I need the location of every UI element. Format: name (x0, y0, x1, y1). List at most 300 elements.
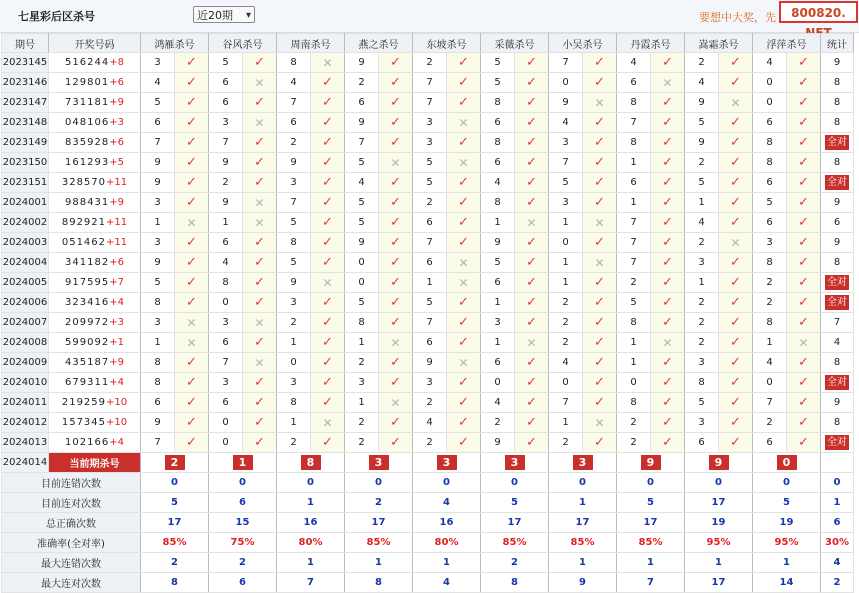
cross-icon: ✕ (186, 335, 197, 350)
kill-value: 6 (141, 113, 175, 133)
result-mark (787, 53, 821, 73)
summary-value: 2 (345, 493, 413, 513)
kill-value: 7 (277, 93, 311, 113)
kill-value: 9 (549, 93, 583, 113)
summary-value: 17 (481, 513, 549, 533)
result-mark (719, 153, 753, 173)
kill-value: 2 (413, 53, 447, 73)
check-icon: ✓ (594, 315, 605, 330)
kill-value: 2 (209, 173, 243, 193)
summary-value: 1 (413, 553, 481, 573)
draw-bonus: +11 (106, 237, 128, 248)
result-mark (379, 373, 413, 393)
check-icon: ✓ (390, 375, 401, 390)
result-mark (787, 313, 821, 333)
kill-value: 9 (345, 113, 379, 133)
kill-value: 9 (277, 273, 311, 293)
all-correct-badge: 全对 (827, 377, 847, 388)
kill-value: 3 (209, 313, 243, 333)
check-icon: ✓ (254, 155, 265, 170)
kill-value: 1 (141, 213, 175, 233)
summary-value: 5 (617, 493, 685, 513)
summary-value: 6 (821, 513, 854, 533)
check-icon: ✓ (662, 115, 673, 130)
check-icon: ✓ (458, 75, 469, 90)
check-icon: ✓ (594, 175, 605, 190)
kill-value: 2 (617, 413, 651, 433)
draw-numbers (49, 73, 141, 93)
result-mark (651, 253, 685, 273)
row-stat: 8 (821, 253, 854, 273)
result-mark (787, 93, 821, 113)
draw-numbers (49, 213, 141, 233)
draw-numbers (49, 93, 141, 113)
check-icon: ✓ (594, 395, 605, 410)
result-mark (447, 353, 481, 373)
check-icon: ✓ (798, 175, 809, 190)
kill-value: 5 (413, 153, 447, 173)
column-header: 小吴杀号 (549, 34, 617, 53)
check-icon: ✓ (594, 335, 605, 350)
check-icon: ✓ (730, 355, 741, 370)
result-mark (175, 113, 209, 133)
check-icon: ✓ (322, 215, 333, 230)
current-kill-cell (753, 453, 821, 473)
check-icon: ✓ (458, 95, 469, 110)
check-icon: ✓ (798, 435, 809, 450)
kill-value: 1 (685, 273, 719, 293)
check-icon: ✓ (458, 235, 469, 250)
kill-value: 6 (617, 173, 651, 193)
summary-row (2, 493, 854, 513)
result-mark (651, 293, 685, 313)
draw-bonus: +9 (109, 357, 124, 368)
result-mark (515, 133, 549, 153)
kill-value: 6 (617, 73, 651, 93)
cross-icon: ✕ (390, 335, 401, 350)
check-icon: ✓ (186, 95, 197, 110)
kill-value: 6 (753, 213, 787, 233)
check-icon: ✓ (798, 135, 809, 150)
check-icon: ✓ (458, 335, 469, 350)
check-icon: ✓ (390, 175, 401, 190)
kill-value: 3 (685, 353, 719, 373)
current-kill-number: 3 (369, 455, 389, 470)
kill-value: 8 (141, 293, 175, 313)
kill-value: 1 (549, 253, 583, 273)
check-icon: ✓ (390, 235, 401, 250)
result-mark (175, 213, 209, 233)
check-icon: ✓ (730, 155, 741, 170)
check-icon: ✓ (798, 315, 809, 330)
kill-value: 7 (413, 93, 447, 113)
result-mark (379, 413, 413, 433)
kill-value: 1 (277, 413, 311, 433)
kill-value: 5 (345, 293, 379, 313)
result-mark (379, 73, 413, 93)
kill-value: 7 (549, 393, 583, 413)
check-icon: ✓ (594, 355, 605, 370)
result-mark (311, 413, 345, 433)
issue-number: 2023146 (2, 73, 49, 93)
check-icon: ✓ (254, 395, 265, 410)
result-mark (719, 313, 753, 333)
kill-value: 6 (753, 173, 787, 193)
check-icon: ✓ (458, 415, 469, 430)
issue-number: 2023151 (2, 173, 49, 193)
current-kill-cell (549, 453, 617, 473)
result-mark (447, 153, 481, 173)
result-mark (787, 173, 821, 193)
top-bar (0, 0, 859, 33)
result-mark (243, 353, 277, 373)
summary-value: 0 (413, 473, 481, 493)
check-icon: ✓ (730, 335, 741, 350)
kill-value: 2 (617, 273, 651, 293)
current-kill-label: 当前期杀号 (49, 453, 141, 473)
result-mark (243, 273, 277, 293)
result-mark (175, 333, 209, 353)
result-mark (583, 53, 617, 73)
kill-value: 2 (617, 433, 651, 453)
check-icon: ✓ (526, 395, 537, 410)
kill-value: 1 (141, 333, 175, 353)
current-kill-number: 9 (641, 455, 661, 470)
result-mark (447, 293, 481, 313)
check-icon: ✓ (322, 315, 333, 330)
result-mark (787, 133, 821, 153)
draw-digits: 328570 (61, 177, 107, 188)
cross-icon: ✕ (322, 415, 333, 430)
result-mark (175, 193, 209, 213)
result-mark (447, 73, 481, 93)
table-row (2, 393, 854, 413)
check-icon: ✓ (730, 75, 741, 90)
result-mark (311, 313, 345, 333)
result-mark (583, 373, 617, 393)
result-mark (243, 313, 277, 333)
check-icon: ✓ (458, 215, 469, 230)
summary-value: 85% (481, 533, 549, 553)
result-mark (175, 233, 209, 253)
result-mark (515, 233, 549, 253)
result-mark (651, 413, 685, 433)
result-mark (447, 213, 481, 233)
kill-value: 4 (685, 73, 719, 93)
issue-number: 2024009 (2, 353, 49, 373)
result-mark (515, 173, 549, 193)
check-icon: ✓ (322, 335, 333, 350)
result-mark (175, 93, 209, 113)
result-mark (379, 53, 413, 73)
check-icon: ✓ (458, 295, 469, 310)
table-row (2, 293, 854, 313)
kill-value: 2 (753, 413, 787, 433)
draw-digits: 341182 (65, 257, 110, 268)
check-icon: ✓ (458, 315, 469, 330)
result-mark (311, 333, 345, 353)
result-mark (515, 253, 549, 273)
result-mark (719, 93, 753, 113)
summary-value: 5 (481, 493, 549, 513)
result-mark (311, 353, 345, 373)
kill-value: 1 (617, 353, 651, 373)
check-icon: ✓ (458, 435, 469, 450)
check-icon: ✓ (526, 255, 537, 270)
result-mark (379, 393, 413, 413)
kill-value: 4 (753, 53, 787, 73)
check-icon: ✓ (390, 115, 401, 130)
cross-icon: ✕ (254, 355, 265, 370)
check-icon: ✓ (390, 255, 401, 270)
kill-value: 8 (753, 133, 787, 153)
kill-value: 2 (685, 233, 719, 253)
issue-number: 2024007 (2, 313, 49, 333)
kill-value: 3 (413, 373, 447, 393)
current-kill-number: 3 (437, 455, 457, 470)
kill-value: 2 (345, 433, 379, 453)
result-mark (379, 353, 413, 373)
check-icon: ✓ (594, 275, 605, 290)
check-icon: ✓ (594, 55, 605, 70)
kill-value: 8 (481, 193, 515, 213)
kill-value: 5 (685, 173, 719, 193)
result-mark (379, 273, 413, 293)
kill-value: 8 (277, 53, 311, 73)
check-icon: ✓ (186, 55, 197, 70)
check-icon: ✓ (798, 295, 809, 310)
result-mark (787, 333, 821, 353)
check-icon: ✓ (798, 235, 809, 250)
check-icon: ✓ (798, 355, 809, 370)
result-mark (447, 53, 481, 73)
check-icon: ✓ (254, 235, 265, 250)
current-kill-number: 0 (777, 455, 797, 470)
kill-value: 6 (481, 353, 515, 373)
summary-value: 16 (413, 513, 481, 533)
kill-value: 6 (753, 113, 787, 133)
row-stat: 8 (821, 73, 854, 93)
result-mark (719, 213, 753, 233)
summary-value: 17 (141, 513, 209, 533)
check-icon: ✓ (798, 195, 809, 210)
kill-value: 6 (209, 393, 243, 413)
kill-value: 3 (141, 53, 175, 73)
check-icon: ✓ (186, 355, 197, 370)
kill-value: 5 (141, 273, 175, 293)
result-mark (515, 413, 549, 433)
site-badge[interactable]: 800820. (779, 1, 858, 23)
kill-value: 8 (753, 253, 787, 273)
check-icon: ✓ (798, 95, 809, 110)
result-mark (583, 73, 617, 93)
column-header: 开奖号码 (49, 34, 141, 53)
summary-value: 8 (141, 573, 209, 593)
period-select[interactable] (193, 6, 255, 23)
result-mark (787, 413, 821, 433)
kill-value: 0 (549, 233, 583, 253)
result-mark (719, 73, 753, 93)
check-icon: ✓ (526, 375, 537, 390)
row-stat: 8 (821, 113, 854, 133)
check-icon: ✓ (254, 295, 265, 310)
result-mark (719, 133, 753, 153)
row-stat (821, 373, 854, 393)
check-icon: ✓ (662, 355, 673, 370)
draw-bonus: +9 (109, 97, 124, 108)
check-icon: ✓ (798, 415, 809, 430)
check-icon: ✓ (662, 375, 673, 390)
result-mark (379, 133, 413, 153)
check-icon: ✓ (186, 175, 197, 190)
draw-bonus: +8 (109, 57, 124, 68)
result-mark (651, 93, 685, 113)
result-mark (515, 213, 549, 233)
check-icon: ✓ (186, 375, 197, 390)
summary-value: 16 (277, 513, 345, 533)
kill-value: 2 (549, 313, 583, 333)
result-mark (175, 73, 209, 93)
kill-value: 4 (345, 173, 379, 193)
kill-value: 5 (277, 213, 311, 233)
result-mark (787, 433, 821, 453)
result-mark (583, 153, 617, 173)
column-header: 鸿雁杀号 (141, 34, 209, 53)
kill-value: 0 (549, 73, 583, 93)
kill-value: 4 (549, 113, 583, 133)
kill-value: 6 (209, 233, 243, 253)
check-icon: ✓ (390, 215, 401, 230)
promo-text[interactable]: 要想中大奖，先 (699, 11, 776, 24)
result-mark (515, 433, 549, 453)
check-icon: ✓ (798, 75, 809, 90)
result-mark (515, 113, 549, 133)
check-icon: ✓ (526, 115, 537, 130)
kill-value: 2 (413, 193, 447, 213)
check-icon: ✓ (594, 235, 605, 250)
kill-value: 9 (141, 253, 175, 273)
result-mark (719, 113, 753, 133)
kill-value: 5 (481, 253, 515, 273)
kill-value: 2 (685, 293, 719, 313)
draw-bonus: +3 (109, 317, 124, 328)
result-mark (447, 253, 481, 273)
result-mark (175, 253, 209, 273)
table-row (2, 413, 854, 433)
check-icon: ✓ (254, 95, 265, 110)
kill-value: 3 (209, 373, 243, 393)
summary-value: 30% (821, 533, 854, 553)
summary-label: 最大连对次数 (2, 573, 141, 593)
summary-value: 6 (209, 493, 277, 513)
summary-label: 目前连错次数 (2, 473, 141, 493)
draw-bonus: +4 (109, 377, 124, 388)
kill-value: 5 (549, 173, 583, 193)
check-icon: ✓ (186, 415, 197, 430)
summary-value: 7 (277, 573, 345, 593)
kill-value: 9 (141, 153, 175, 173)
result-mark (651, 373, 685, 393)
check-icon: ✓ (390, 315, 401, 330)
column-header: 丹霞杀号 (617, 34, 685, 53)
kill-value: 7 (549, 153, 583, 173)
row-stat (821, 273, 854, 293)
kill-value: 9 (345, 233, 379, 253)
summary-value: 0 (277, 473, 345, 493)
summary-value: 19 (753, 513, 821, 533)
draw-bonus: +4 (109, 437, 124, 448)
check-icon: ✓ (730, 195, 741, 210)
result-mark (311, 273, 345, 293)
kill-value: 3 (549, 193, 583, 213)
result-mark (243, 73, 277, 93)
result-mark (379, 193, 413, 213)
result-mark (175, 373, 209, 393)
summary-value: 1 (549, 493, 617, 513)
check-icon: ✓ (322, 235, 333, 250)
summary-value: 17 (617, 513, 685, 533)
all-correct-badge: 全对 (827, 297, 847, 308)
kill-value: 5 (141, 93, 175, 113)
result-mark (651, 433, 685, 453)
check-icon: ✓ (662, 95, 673, 110)
row-stat: 9 (821, 53, 854, 73)
check-icon: ✓ (526, 315, 537, 330)
kill-value: 2 (277, 433, 311, 453)
kill-value: 7 (141, 433, 175, 453)
current-row (2, 453, 854, 473)
kill-number-table (1, 33, 854, 593)
kill-value: 5 (209, 53, 243, 73)
draw-numbers (49, 53, 141, 73)
kill-value: 7 (617, 213, 651, 233)
result-mark (583, 173, 617, 193)
kill-value: 4 (209, 253, 243, 273)
table-row (2, 273, 854, 293)
row-stat: 9 (821, 193, 854, 213)
kill-value: 0 (277, 353, 311, 373)
kill-value: 4 (685, 213, 719, 233)
kill-value: 8 (481, 133, 515, 153)
kill-value: 3 (685, 253, 719, 273)
kill-value: 6 (141, 393, 175, 413)
check-icon: ✓ (662, 175, 673, 190)
cross-icon: ✕ (458, 155, 469, 170)
draw-numbers (49, 293, 141, 313)
draw-numbers (49, 273, 141, 293)
draw-digits: 892921 (61, 217, 107, 228)
check-icon: ✓ (390, 135, 401, 150)
check-icon: ✓ (662, 315, 673, 330)
check-icon: ✓ (254, 255, 265, 270)
cross-icon: ✕ (186, 215, 197, 230)
check-icon: ✓ (662, 215, 673, 230)
result-mark (243, 113, 277, 133)
kill-value: 1 (345, 393, 379, 413)
kill-value: 0 (549, 373, 583, 393)
issue-number: 2024012 (2, 413, 49, 433)
column-header: 东坡杀号 (413, 34, 481, 53)
check-icon: ✓ (798, 215, 809, 230)
table-row (2, 173, 854, 193)
issue-number: 2024002 (2, 213, 49, 233)
check-icon: ✓ (526, 55, 537, 70)
draw-bonus: +10 (106, 417, 128, 428)
cross-icon: ✕ (458, 355, 469, 370)
summary-value: 85% (141, 533, 209, 553)
check-icon: ✓ (322, 375, 333, 390)
cross-icon: ✕ (322, 55, 333, 70)
